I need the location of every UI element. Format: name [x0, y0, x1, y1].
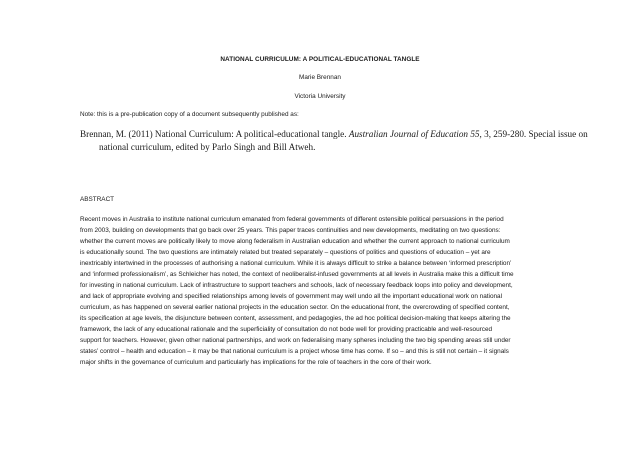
citation-suffix: , 3, 259-280. Special issue on national curriculum, edited by Parlo Singh and Bill Atweh.: [99, 129, 588, 152]
abstract-line: curriculum, as has happened on several earlier national projects in the education sector. On the educational front, the overcrowding of specified content,: [80, 304, 510, 311]
abstract-line: whether the current moves are politically likely to move along federalism in Australian education and whether the current approach to national curriculum: [80, 238, 510, 245]
publication-note: Note: this is a pre-publication copy of a document subsequently published as:: [80, 111, 299, 118]
citation: [80, 128, 589, 153]
document-title: NATIONAL CURRICULUM: A POLITICAL-EDUCATIONAL TANGLE: [220, 56, 420, 63]
citation-prefix: Brennan, M. (2011) National Curriculum: A political-educational tangle.: [80, 129, 349, 139]
abstract-heading: ABSTRACT: [80, 196, 115, 203]
abstract-line: and lack of appropriate evolving and specified relationships among levels of government may well undo all the important educational work on national: [80, 293, 503, 300]
abstract-line: inextricably intertwined in the processes of authorising a national curriculum. While it is always difficult to strike a balance between ‘informed prescription’: [80, 260, 512, 267]
abstract-line: major shifts in the governance of curriculum and particularly has implications for the role of teachers in the core of their work.: [80, 359, 432, 366]
author-affiliation: Victoria University: [294, 93, 346, 100]
abstract-line: is educationally sound. The two questions are intimately related but treated separately – questions of politics and questions of education – yet are: [80, 249, 491, 256]
author-name: Marie Brennan: [299, 74, 341, 81]
abstract-body: [80, 214, 580, 368]
abstract-line: from 2003, building on developments that go back over 25 years. This paper traces continuities and new developments, meditating on two questions:: [80, 227, 501, 234]
abstract-line: support for teachers. However, given other national partnerships, and work on federalising many spheres including the two big spending areas still under: [80, 337, 511, 344]
abstract-line: its specification at age levels, the disjuncture between content, assessment, and pedagogies, the ad hoc political decision-making that keeps altering the: [80, 315, 511, 322]
abstract-line: Recent moves in Australia to institute national curriculum emanated from federal governments of different ostensible political persuasions in the period: [80, 216, 504, 223]
abstract-line: framework, the lack of any educational rationale and the superficiality of consultation do not bode well for providing practicable and well-resourced: [80, 326, 493, 333]
citation-journal: Australian Journal of Education 55: [348, 129, 480, 139]
abstract-line: for investing in national curriculum. Lack of infrastructure to support teachers and schools, lack of necessary feedback loops into policy and development,: [80, 282, 513, 289]
abstract-line: and ‘informed professionalism’, as Schleicher has noted, the context of neoliberalist-infused governments at all levels in Australia make this a difficult time: [80, 271, 514, 278]
abstract-line: states’ control – health and education – it may be that national curriculum is a project whose time has come. If so – and this is still not certain – it signals: [80, 348, 509, 355]
